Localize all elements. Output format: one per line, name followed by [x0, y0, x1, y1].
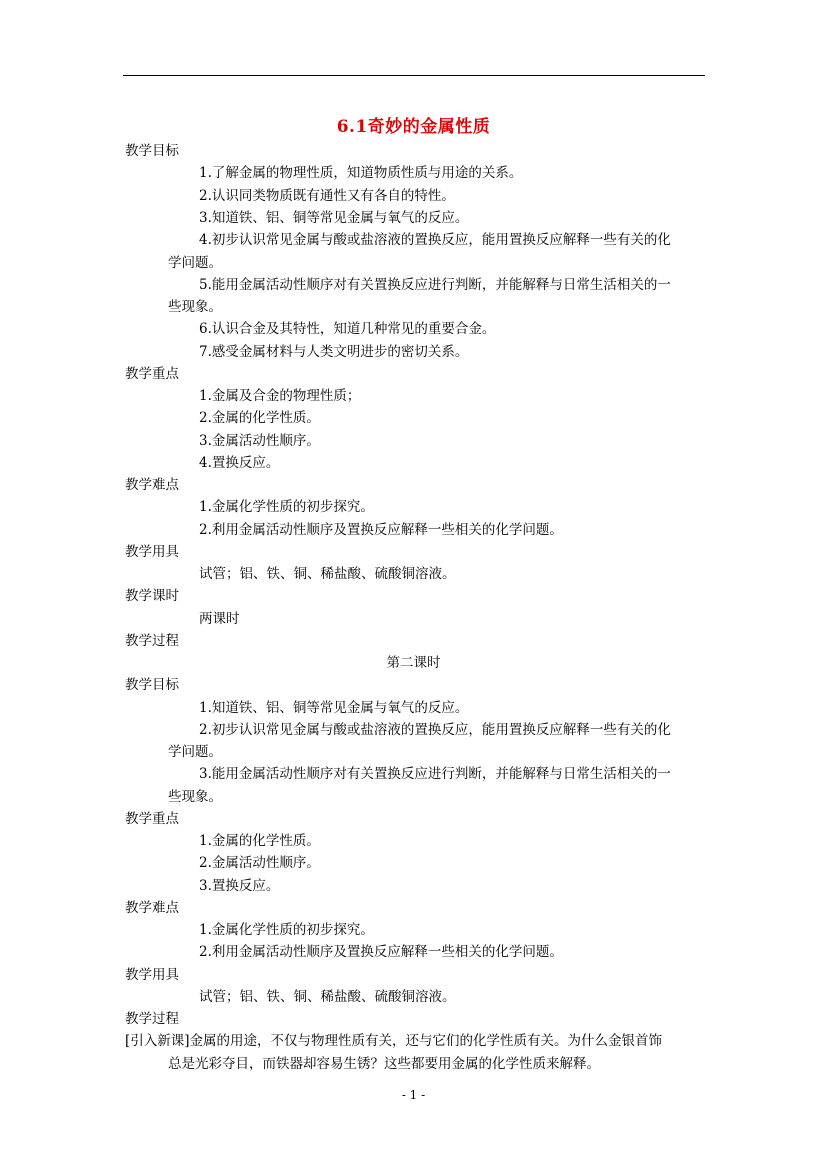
text-line: 1.金属的化学性质。 — [199, 833, 320, 849]
text-line: 2.初步认识常见金属与酸或盐溶液的置换反应，能用置换反应解释一些有关的化 — [199, 722, 671, 738]
text-line: 3.金属活动性顺序。 — [199, 433, 320, 449]
text-line: 第二课时 — [386, 655, 441, 671]
document-title: 6.1奇妙的金属性质 — [336, 117, 491, 137]
section-heading: 教学用具 — [125, 967, 179, 983]
section-heading: 教学重点 — [125, 366, 179, 382]
text-line: 学问题。 — [168, 255, 222, 271]
text-line: 2.利用金属活动性顺序及置换反应解释一些相关的化学问题。 — [199, 944, 563, 960]
text-line: 3.知道铁、铝、铜等常见金属与氧气的反应。 — [199, 210, 469, 226]
text-line: 1.金属化学性质的初步探究。 — [199, 499, 374, 515]
text-line: 些现象。 — [168, 789, 222, 805]
section-heading: 教学难点 — [125, 477, 179, 493]
text-line: 1.知道铁、铝、铜等常见金属与氧气的反应。 — [199, 700, 469, 716]
text-line: 学问题。 — [168, 744, 222, 760]
text-line: 2.利用金属活动性顺序及置换反应解释一些相关的化学问题。 — [199, 522, 563, 538]
text-line: 试管；铝、铁、铜、稀盐酸、硫酸铜溶液。 — [199, 566, 456, 582]
page-number: - 1 - — [401, 1088, 426, 1102]
text-line: 5.能用金属活动性顺序对有关置换反应进行判断，并能解释与日常生活相关的一 — [199, 277, 671, 293]
text-line: 2.金属活动性顺序。 — [199, 855, 320, 871]
text-line: 2.金属的化学性质。 — [199, 410, 320, 426]
text-line: 1.金属及合金的物理性质； — [199, 388, 361, 404]
text-line: 1.了解金属的物理性质，知道物质性质与用途的关系。 — [199, 165, 523, 181]
section-heading: 教学难点 — [125, 900, 179, 916]
text-line: 总是光彩夺目，而铁器却容易生锈？这些都要用金属的化学性质来解释。 — [168, 1056, 600, 1072]
text-line: 4.初步认识常见金属与酸或盐溶液的置换反应，能用置换反应解释一些有关的化 — [199, 232, 671, 248]
text-line: [引入新课]金属的用途，不仅与物理性质有关，还与它们的化学性质有关。为什么金银首饰 — [125, 1033, 663, 1049]
section-heading: 教学目标 — [125, 677, 179, 693]
text-line: 1.金属化学性质的初步探究。 — [199, 922, 374, 938]
text-line: 3.置换反应。 — [199, 878, 280, 894]
text-line: 试管；铝、铁、铜、稀盐酸、硫酸铜溶液。 — [199, 989, 456, 1005]
section-heading: 教学过程 — [125, 633, 179, 649]
text-line: 两课时 — [199, 611, 240, 627]
section-heading: 教学过程 — [125, 1011, 179, 1027]
section-heading: 教学课时 — [125, 588, 179, 604]
section-heading: 教学目标 — [125, 143, 179, 159]
text-line: 6.认识合金及其特性，知道几种常见的重要合金。 — [199, 321, 496, 337]
text-line: 3.能用金属活动性顺序对有关置换反应进行判断，并能解释与日常生活相关的一 — [199, 766, 671, 782]
text-line: 2.认识同类物质既有通性又有各自的特性。 — [199, 188, 455, 204]
text-line: 7.感受金属材料与人类文明进步的密切关系。 — [199, 344, 469, 360]
section-heading: 教学用具 — [125, 544, 179, 560]
header-rule — [123, 75, 705, 76]
section-heading: 教学重点 — [125, 811, 179, 827]
text-line: 些现象。 — [168, 299, 222, 315]
text-line: 4.置换反应。 — [199, 455, 280, 471]
